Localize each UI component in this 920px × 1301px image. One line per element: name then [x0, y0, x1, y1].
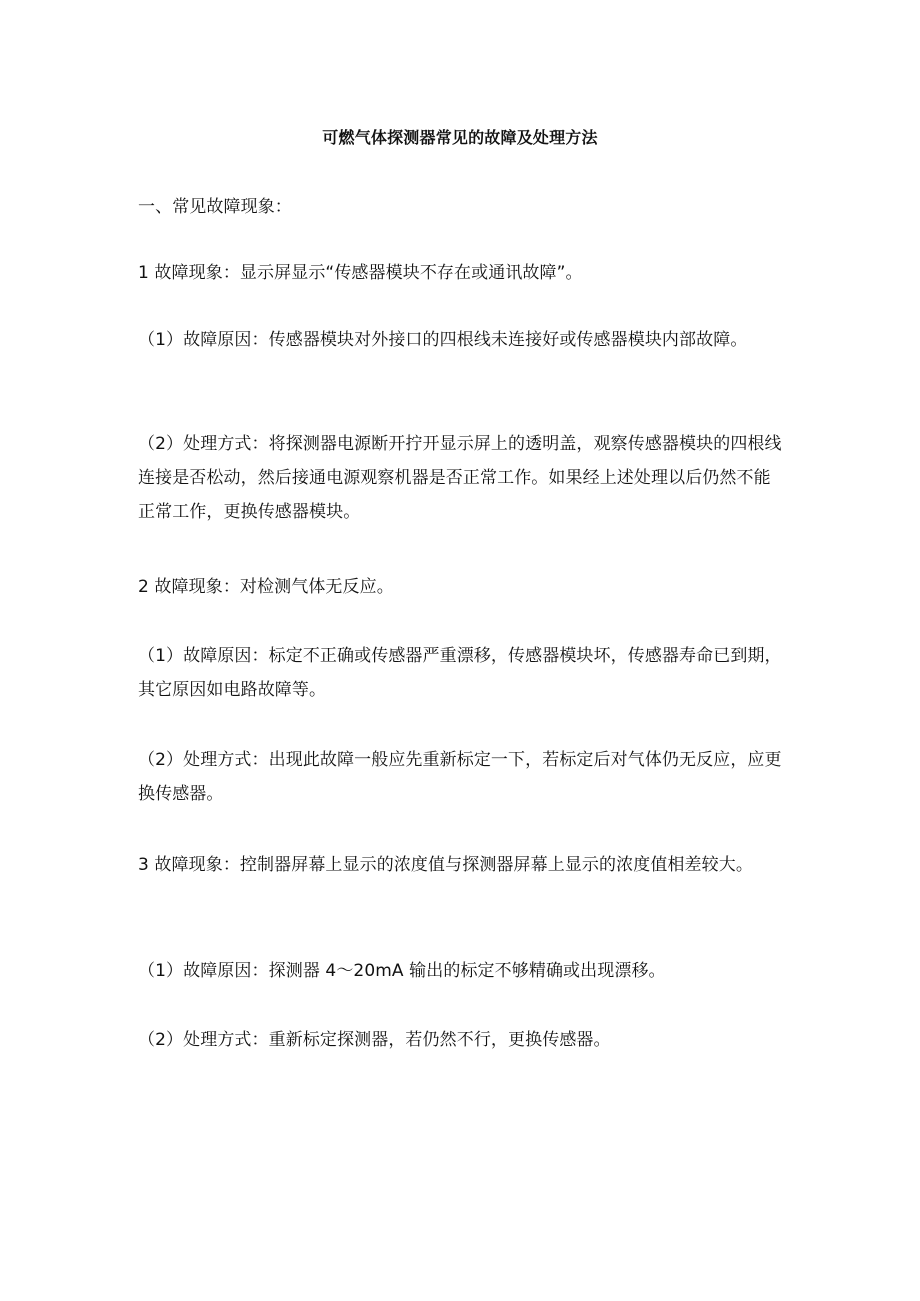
section-heading: 一、常见故障现象：	[138, 197, 292, 217]
fault-2-cause: （1）故障原因：标定不正确或传感器严重漂移，传感器模块坏，传感器寿命已到期，其它原因如电路故障等。	[138, 646, 782, 700]
fault-3-phenomenon: 3 故障现象：控制器屏幕上显示的浓度值与探测器屏幕上显示的浓度值相差较大。	[138, 855, 753, 875]
fault-2-phenomenon: 2 故障现象：对检测气体无反应。	[138, 577, 394, 597]
fault-3-cause: （1）故障原因：探测器 4～20mA 输出的标定不够精确或出现漂移。	[138, 961, 666, 981]
fault-2-treatment: （2）处理方式：出现此故障一般应先重新标定一下，若标定后对气体仍无反应，应更换传感器。	[138, 750, 782, 804]
fault-1-treatment: （2）处理方式：将探测器电源断开拧开显示屏上的透明盖，观察传感器模块的四根线连接是否松动，然后接通电源观察机器是否正常工作。如果经上述处理以后仍然不能正常工作，更换传感器模块。	[138, 434, 782, 522]
fault-1-cause: （1）故障原因：传感器模块对外接口的四根线未连接好或传感器模块内部故障。	[138, 330, 748, 350]
fault-3-treatment: （2）处理方式：重新标定探测器，若仍然不行，更换传感器。	[138, 1030, 611, 1050]
document-title: 可燃气体探测器常见的故障及处理方法	[322, 128, 598, 147]
fault-1-phenomenon: 1 故障现象：显示屏显示“传感器模块不存在或通讯故障”。	[138, 263, 583, 283]
